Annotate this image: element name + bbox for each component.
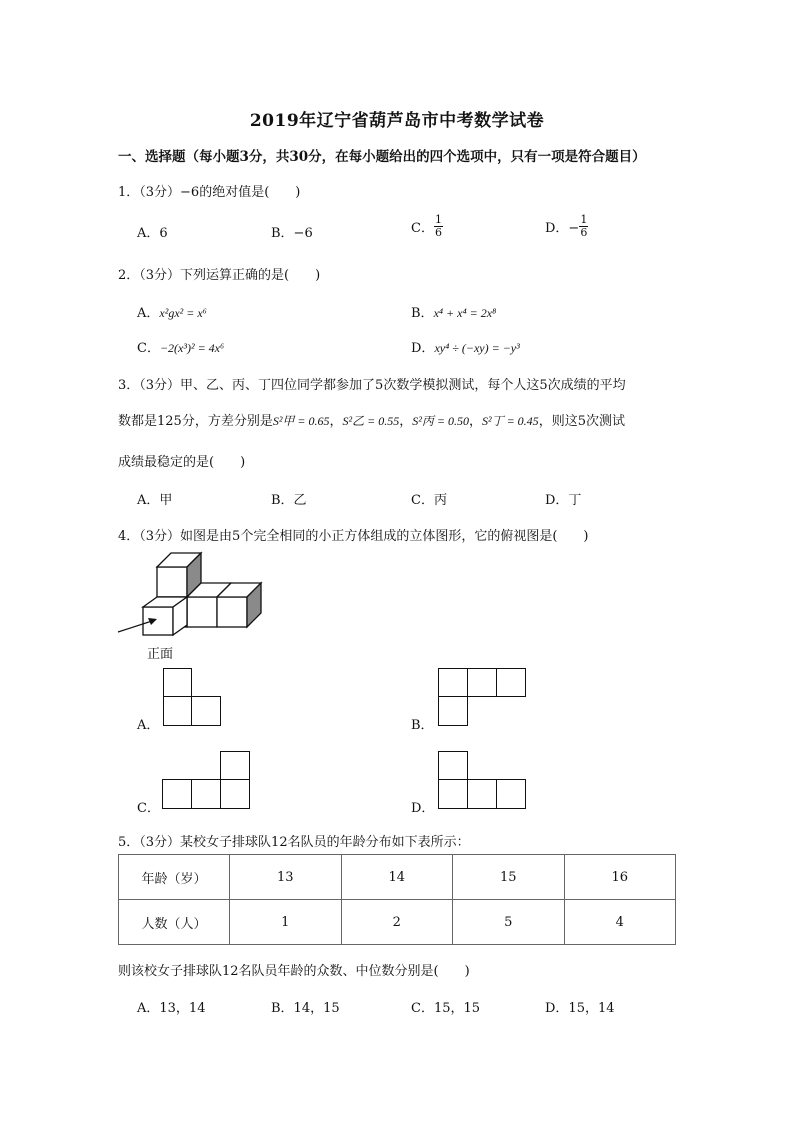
q3-stem-text: 数都是125分，方差分别是 <box>118 414 273 429</box>
q1-option-d[interactable] <box>545 214 588 239</box>
grid-cell <box>496 668 526 697</box>
q3-option-b[interactable]: B．乙 <box>271 493 307 508</box>
q2-option-c-expression: −2(x³)² = 4x⁶ <box>159 341 225 355</box>
page-title: 2019年辽宁省葫芦岛市中考数学试卷 <box>249 111 545 131</box>
q3-stem-line3: 成绩最稳定的是( ) <box>118 455 246 470</box>
q4-option-c-grid <box>162 751 252 811</box>
fraction-numerator: 1 <box>434 213 442 226</box>
q3-option-c[interactable]: C．丙 <box>411 493 447 508</box>
q4-option-b-grid <box>438 668 528 728</box>
section-heading: 一、选择题（每小题3分，共30分，在每小题给出的四个选项中，只有一项是符合题目） <box>118 149 646 165</box>
variance-ding: S²丁 = 0.45 <box>481 414 539 428</box>
q5-option-a[interactable]: A．13，14 <box>137 1001 206 1016</box>
front-view-label: 正面 <box>147 647 174 662</box>
q4-option-a-grid <box>163 668 223 728</box>
q1-option-b[interactable]: B．−6 <box>271 226 313 241</box>
q2-option-d[interactable] <box>411 337 520 356</box>
q4-option-d[interactable]: D． <box>411 801 435 816</box>
q2-option-d-expression: xy⁴ ÷ (−xy) = −y³ <box>434 341 520 355</box>
grid-cell <box>220 751 250 780</box>
comma-separator: ， <box>468 414 482 429</box>
q4-stem: 4．（3分）如图是由5个完全相同的小正方体组成的立体图形，它的俯视图是( ) <box>118 529 589 544</box>
grid-cell <box>467 668 497 697</box>
q2-option-a-expression: x²gx² = x⁶ <box>159 306 207 320</box>
grid-cell <box>162 779 192 809</box>
grid-cell <box>191 696 221 726</box>
grid-cell <box>438 696 468 726</box>
q4-option-a[interactable]: A． <box>137 718 160 733</box>
q5-option-b[interactable]: B．14，15 <box>271 1001 340 1016</box>
q4-option-c[interactable]: C． <box>137 801 160 816</box>
table-cell-count: 5 <box>453 900 565 945</box>
q5-option-c[interactable]: C．15，15 <box>411 1001 481 1016</box>
q2-option-c-label: C． <box>137 341 160 356</box>
table-cell-count: 4 <box>564 900 676 945</box>
table-header-age: 年龄（岁） <box>119 855 230 900</box>
q3-option-d[interactable]: D．丁 <box>545 493 582 508</box>
variance-jia: S²甲 = 0.65 <box>272 414 330 428</box>
grid-cell <box>220 779 250 809</box>
table-row <box>119 900 676 945</box>
q3-stem-line1: 3．（3分）甲、乙、丙、丁四位同学都参加了5次数学模拟测试，每个人这5次成绩的平均 <box>118 378 626 393</box>
grid-cell <box>496 779 526 809</box>
grid-cell <box>163 668 192 697</box>
cube-stack-figure <box>115 550 270 640</box>
variance-yi: S²乙 = 0.55 <box>342 414 400 428</box>
q1-option-c-fraction <box>434 214 443 239</box>
q2-option-b-label: B． <box>411 306 434 321</box>
q1-option-a[interactable]: A．6 <box>137 226 168 241</box>
q2-stem: 2．（3分）下列运算正确的是( ) <box>118 268 321 283</box>
q2-option-a[interactable] <box>137 302 207 321</box>
table-cell-count: 2 <box>341 900 453 945</box>
q2-option-b-expression: x⁴ + x⁴ = 2x⁸ <box>433 306 497 320</box>
comma-separator: ， <box>399 414 413 429</box>
q4-option-b[interactable]: B． <box>411 718 434 733</box>
q2-option-a-label: A． <box>137 306 160 321</box>
table-row <box>119 855 676 900</box>
comma-separator: ， <box>329 414 343 429</box>
q1-option-c-label: C． <box>411 221 434 236</box>
q1-option-c[interactable] <box>411 214 443 239</box>
table-cell-age: 14 <box>341 855 453 900</box>
fraction-denominator: 6 <box>580 226 588 239</box>
q2-option-b[interactable] <box>411 302 496 321</box>
q5-stem: 5．（3分）某校女子排球队12名队员的年龄分布如下表所示： <box>118 835 470 850</box>
q2-option-c[interactable] <box>137 337 224 356</box>
q2-option-d-label: D． <box>411 341 435 356</box>
q1-option-d-fraction <box>579 214 588 239</box>
fraction-numerator: 1 <box>580 213 588 226</box>
grid-cell <box>438 668 468 697</box>
table-cell-count: 1 <box>230 900 342 945</box>
table-cell-age: 15 <box>453 855 565 900</box>
grid-cell <box>467 779 497 809</box>
table-header-count: 人数（人） <box>119 900 230 945</box>
age-distribution-table <box>118 854 676 945</box>
q3-stem-text-end: ，则这5次测试 <box>538 414 625 429</box>
grid-cell <box>438 779 468 809</box>
grid-cell <box>438 751 468 780</box>
q1-stem: 1．（3分）−6的绝对值是( ) <box>118 185 301 200</box>
table-cell-age: 13 <box>230 855 342 900</box>
q3-option-a[interactable]: A．甲 <box>137 493 173 508</box>
grid-cell <box>191 779 221 809</box>
q3-stem-line2 <box>118 410 625 429</box>
q1-option-d-label: D．− <box>545 221 580 236</box>
cube-outlines <box>143 553 261 635</box>
fraction-denominator: 6 <box>434 226 442 239</box>
grid-cell <box>163 696 192 726</box>
table-cell-age: 16 <box>564 855 676 900</box>
q4-option-d-grid <box>438 751 528 811</box>
q5-question: 则该校女子排球队12名队员年龄的众数、中位数分别是( ) <box>118 964 470 979</box>
q5-option-d[interactable]: D．15，14 <box>545 1001 615 1016</box>
variance-bing: S²丙 = 0.50 <box>412 414 469 428</box>
